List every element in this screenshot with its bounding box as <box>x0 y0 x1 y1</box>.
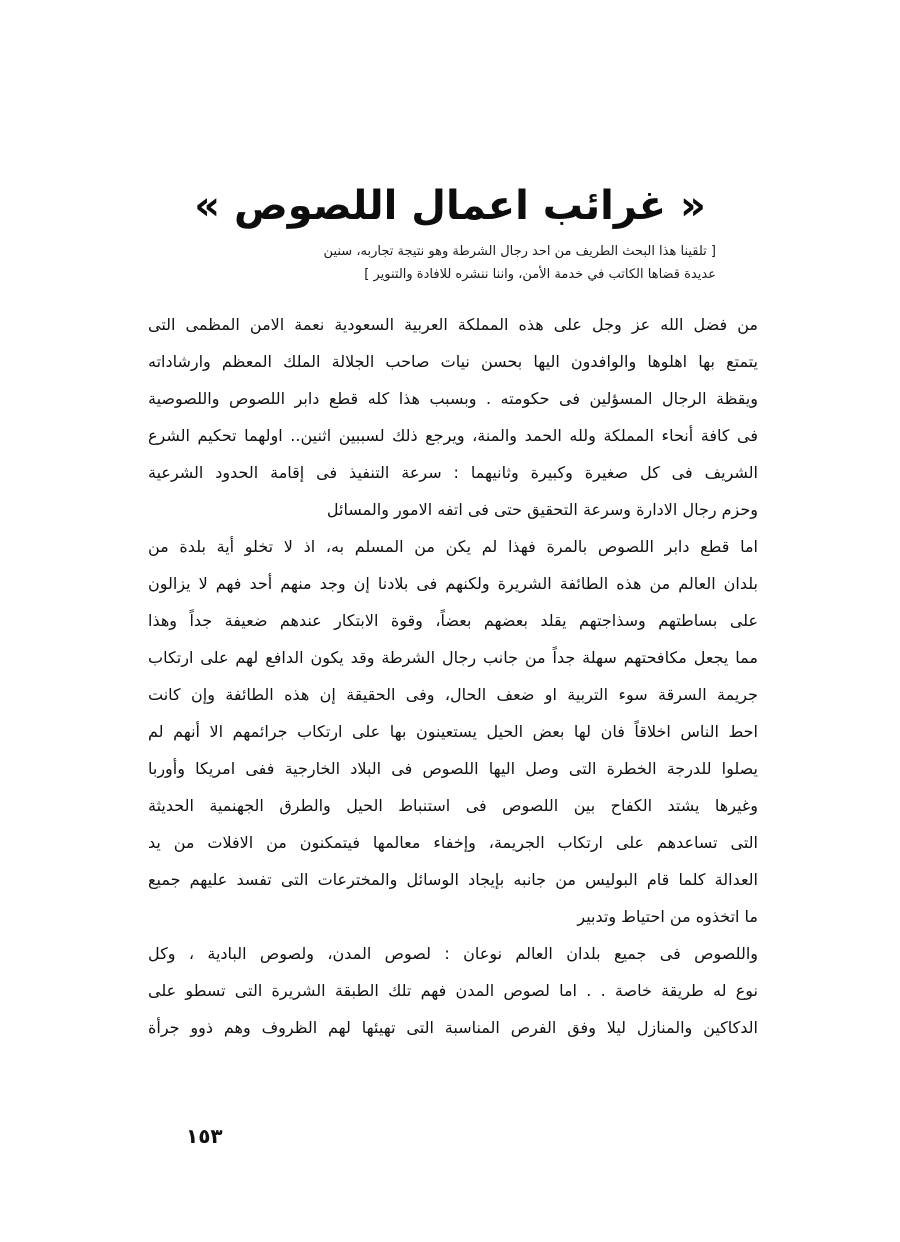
editor-note-line: [ تلقينا هذا البحث الطريف من احد رجال الشرطة وهو نتيجة تجاربه، سنين <box>323 244 716 259</box>
body-line: اما قطع دابر اللصوص بالمرة فهذا لم يكن من المسلم به، اذ لا تخلو أية بلدة من <box>148 537 758 556</box>
body-line: احط الناس اخلاقاً فان لها بعض الحيل يستعينون بها على ارتكاب جرائمهم الا أنهم لم <box>148 722 758 741</box>
body-line: وغيرها يشتد الكفاح بين اللصوص فى استنباط الحيل والطرق الجهنمية الحديثة <box>148 796 758 815</box>
body-line: واللصوص فى جميع بلدان العالم نوعان : لصوص المدن، ولصوص البادية ، وكل <box>148 944 758 963</box>
body-line: ويقظة الرجال المسؤلين فى حكومته . وبسبب هذا كله قطع دابر اللصوص واللصوصية <box>148 389 758 408</box>
body-line: على بساطتهم وسذاجتهم يقلد بعضهم بعضاً، وقوة الابتكار عندهم ضعيفة جداً وهذا <box>148 611 758 630</box>
body-line: ما اتخذوه من احتياط وتدبير <box>577 907 758 926</box>
article-title: « غرائب اعمال اللصوص » <box>194 183 706 229</box>
body-line: بلدان العالم من هذه الطائفة الشريرة ولكنهم فى بلادنا إن وجد منهم أحد فهم لا يزالون <box>148 574 758 593</box>
body-line: من فضل الله عز وجل على هذه المملكة العربية السعودية نعمة الامن المظمى التى <box>148 315 758 334</box>
body-line: فى كافة أنحاء المملكة ولله الحمد والمنة، ويرجع ذلك لسببين اثنين.. اولهما تحكيم الشرع <box>148 426 758 445</box>
body-line: الشريف فى كل صغيرة وكبيرة وثانيهما : سرعة التنفيذ فى إقامة الحدود الشرعية <box>148 463 758 482</box>
article-body <box>148 306 758 1046</box>
body-line: نوع له طريقة خاصة . . اما لصوص المدن فهم تلك الطبقة الشريرة التى تسطو على <box>148 981 758 1000</box>
body-line: يصلوا للدرجة الخطرة التى وصل اليها اللصوص فى البلاد الخارجية ففى امريكا وأوربا <box>148 759 758 778</box>
body-line: التى تساعدهم على ارتكاب الجريمة، وإخفاء معالمها فيتمكنون من الافلات من يد <box>148 833 758 852</box>
editor-note-line: عديدة قضاها الكاتب في خدمة الأمن، واننا ننشره للافادة والتنوير ] <box>364 267 716 282</box>
body-line: الدكاكين والمنازل ليلا وفق الفرص المناسبة التى تهيئها لهم الظروف وهم ذوو جرأة <box>148 1018 758 1037</box>
editor-note <box>214 240 716 286</box>
body-line: جريمة السرقة سوء التربية او ضعف الحال، وفى الحقيقة إن هذه الطائفة وإن كانت <box>148 685 758 704</box>
page-number: ١٥٣ <box>186 1124 223 1148</box>
body-line: العدالة كلما قام البوليس من جانبه بإيجاد الوسائل والمخترعات التى تفسد عليهم جميع <box>148 870 758 889</box>
body-line: وحزم رجال الادارة وسرعة التحقيق حتى فى اتفه الامور والمسائل <box>326 500 758 519</box>
body-line: مما يجعل مكافحتهم سهلة جداً من جانب رجال الشرطة وقد يكون الدافع لهم على ارتكاب <box>148 648 758 667</box>
body-line: يتمتع بها اهلوها والوافدون اليها بحسن نيات صاحب الجلالة الملك المعظم وارشاداته <box>148 352 758 371</box>
